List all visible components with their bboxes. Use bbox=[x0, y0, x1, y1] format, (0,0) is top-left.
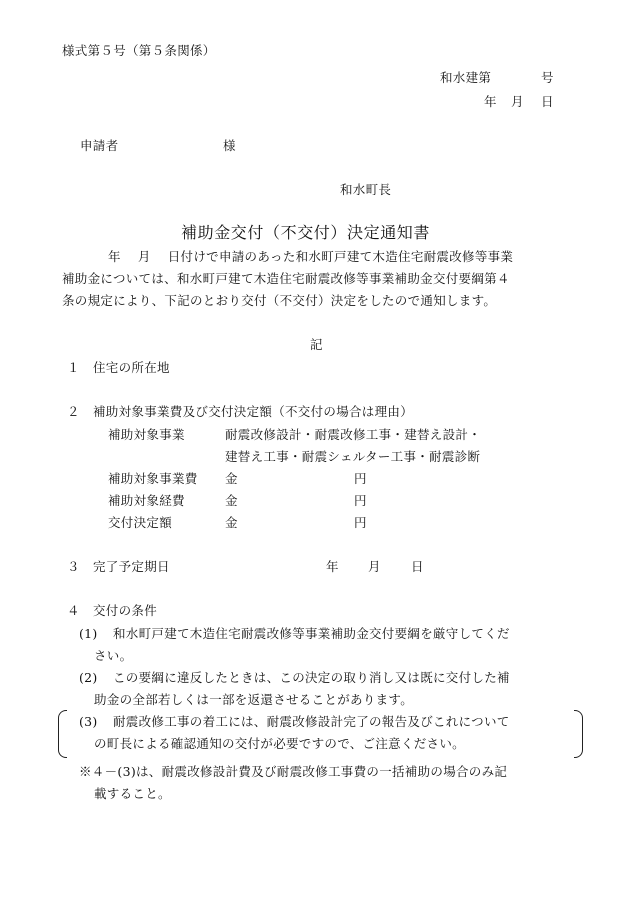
intro-line-1: 年 月 日付けで申請のあった和水町戸建て木造住宅耐震改修等事業 bbox=[108, 249, 514, 264]
page-title: 補助金交付（不交付）決定通知書 bbox=[181, 223, 431, 242]
row-prefix: 金 bbox=[225, 493, 238, 508]
condition-text-line-2: の町長による確認通知の交付が必要ですので、ご注意ください。 bbox=[94, 736, 465, 751]
ki-heading: 記 bbox=[310, 337, 323, 352]
intro-line-3: 条の規定により、下記のとおり交付（不交付）決定をしたので通知します。 bbox=[62, 293, 497, 308]
row-unit: 円 bbox=[354, 471, 367, 486]
project-value-line-1: 耐震改修設計・耐震改修工事・建替え設計・ bbox=[225, 427, 482, 442]
condition-number: (1) bbox=[79, 626, 98, 641]
row-label: 補助対象経費 bbox=[108, 493, 185, 508]
document-number-label: 和水建第 bbox=[440, 70, 492, 85]
condition-number: (2) bbox=[79, 670, 98, 685]
note-line-1: ※４－(3)は、耐震改修設計費及び耐震改修工事費の一括補助の場合のみ記 bbox=[79, 764, 508, 779]
section4-title: 交付の条件 bbox=[93, 603, 158, 618]
applicant-honorific: 様 bbox=[223, 138, 236, 153]
section1-title: 住宅の所在地 bbox=[93, 360, 170, 375]
document-number-suffix: 号 bbox=[541, 70, 554, 85]
row-unit: 円 bbox=[354, 493, 367, 508]
completion-day: 日 bbox=[411, 559, 424, 574]
condition-text-line-1: この要綱に違反したときは、この決定の取り消し又は既に交付した補 bbox=[113, 670, 510, 685]
issue-date-year: 年 bbox=[484, 94, 497, 109]
section2-title: 補助対象事業費及び交付決定額（不交付の場合は理由） bbox=[93, 404, 414, 419]
section4-number: ４ bbox=[67, 603, 80, 618]
condition-text-line-1: 和水町戸建て木造住宅耐震改修等事業補助金交付要綱を厳守してくだ bbox=[113, 626, 510, 641]
row-label: 補助対象事業費 bbox=[108, 471, 198, 486]
left-bracket bbox=[58, 710, 67, 758]
completion-month: 月 bbox=[368, 559, 381, 574]
section3-title: 完了予定期日 bbox=[93, 559, 170, 574]
form-number: 様式第５号（第５条関係） bbox=[62, 43, 216, 58]
row-label: 交付決定額 bbox=[108, 515, 173, 530]
section2-number: ２ bbox=[67, 404, 80, 419]
project-value-line-2: 建替え工事・耐震シェルター工事・耐震診断 bbox=[225, 449, 481, 464]
applicant-label: 申請者 bbox=[80, 138, 119, 153]
condition-text-line-2: さい。 bbox=[94, 648, 133, 663]
intro-line-2: 補助金については、和水町戸建て木造住宅耐震改修等事業補助金交付要綱第４ bbox=[62, 271, 510, 286]
right-bracket bbox=[574, 710, 583, 758]
condition-text-line-1: 耐震改修工事の着工には、耐震改修設計完了の報告及びこれについて bbox=[113, 714, 510, 729]
condition-text-line-2: 助金の全部若しくは一部を返還させることがあります。 bbox=[94, 692, 414, 707]
project-label: 補助対象事業 bbox=[108, 427, 185, 442]
section3-number: ３ bbox=[67, 559, 80, 574]
issue-date-day: 日 bbox=[541, 94, 554, 109]
row-prefix: 金 bbox=[225, 471, 238, 486]
condition-number: (3) bbox=[79, 714, 98, 729]
row-prefix: 金 bbox=[225, 515, 238, 530]
note-line-2: 載すること。 bbox=[94, 786, 171, 801]
section1-number: １ bbox=[67, 360, 80, 375]
row-unit: 円 bbox=[354, 515, 367, 530]
completion-year: 年 bbox=[326, 559, 339, 574]
issue-date-month: 月 bbox=[511, 94, 524, 109]
issuer-name: 和水町長 bbox=[340, 182, 392, 197]
